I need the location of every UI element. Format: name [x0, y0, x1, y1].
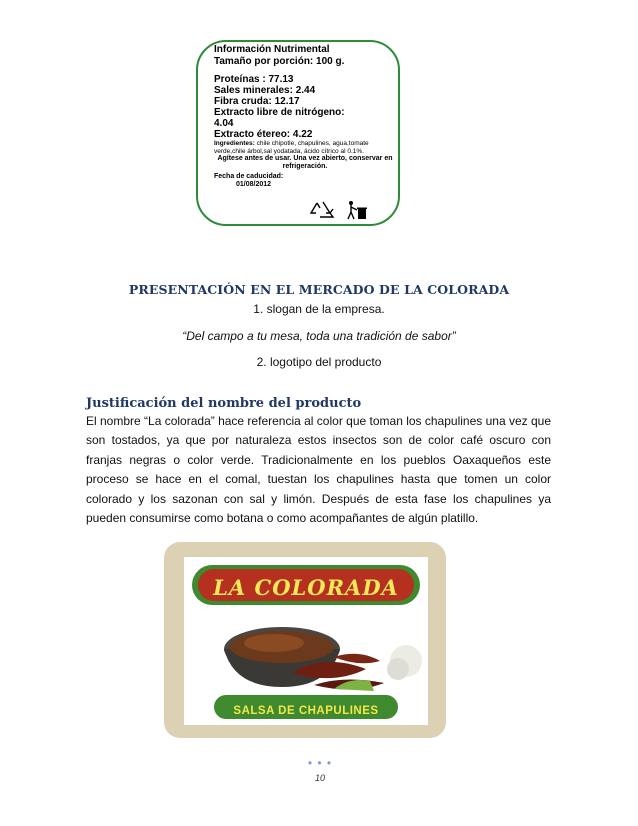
- nutrition-label-image: [190, 36, 408, 234]
- section-title: PRESENTACIÓN EN EL MERCADO DE LA COLORADA: [128, 282, 510, 297]
- item-logo-heading: 2. logotipo del producto: [256, 355, 382, 369]
- nutrient-protein: Proteínas : 77.13: [214, 74, 294, 85]
- item-slogan-heading: 1. slogan de la empresa.: [253, 302, 385, 316]
- ingredients-label: Ingredientes:: [214, 140, 255, 147]
- company-slogan: “Del campo a tu mesa, toda una tradición de sabor”: [182, 329, 456, 343]
- nutrition-label-card: [196, 40, 400, 226]
- product-label-inner: [184, 557, 428, 725]
- page-dots: • • •: [307, 756, 333, 770]
- nutrient-minerals: Sales minerales: 2.44: [214, 85, 316, 96]
- expiry-label: Fecha de caducidad:: [214, 173, 284, 180]
- storage-warning: Agítese antes de usar. Una vez abierto, conservar en refrigeración.: [217, 155, 393, 170]
- nutrient-ether-extract: Extracto étereo: 4.22: [214, 129, 313, 140]
- nutrient-nitrogen-free-value: 4.04: [214, 118, 234, 129]
- ingredients: [214, 140, 396, 155]
- ingredients-text: chile chipotle, chapulines, agua,tomate verde,chile árbol,sal yodatada, ácido cítrico al 0.1%.: [214, 140, 369, 155]
- product-label-image: [164, 542, 446, 738]
- expiry-date: 01/08/2012: [236, 181, 272, 188]
- product-brand-logo: LA COLORADA: [213, 575, 399, 600]
- justification-paragraph: El nombre “La colorada” hace referencia al color que toman los chapulines una vez que son tostados, ya que por naturaleza estos insectos son de color café oscuro con franjas negras o color verde. Tradicionalmente en los pueblos Oaxaqueños este proceso se hace en el comal, tuestan los chapulines hasta que tomen un color colorado y los sazonan con sal y limón. Después de esta fase los chapulines ya pueden consumirse como botana o como acompañantes de algún platillo.: [86, 414, 551, 526]
- trash-person-icon: [346, 200, 368, 220]
- justification-title: Justificación del nombre del producto: [86, 396, 362, 411]
- page-number: 10: [314, 773, 325, 783]
- recycle-icon: [308, 200, 338, 220]
- nutrient-nitrogen-free: Extracto libre de nitrógeno:: [214, 107, 345, 118]
- nutrition-title: Información Nutrimental: [214, 44, 330, 55]
- serving-size: Tamaño por porción: 100 g.: [214, 56, 345, 67]
- product-subtitle: SALSA DE CHAPULINES: [233, 705, 379, 717]
- nutrient-fiber: Fibra cruda: 12.17: [214, 96, 300, 107]
